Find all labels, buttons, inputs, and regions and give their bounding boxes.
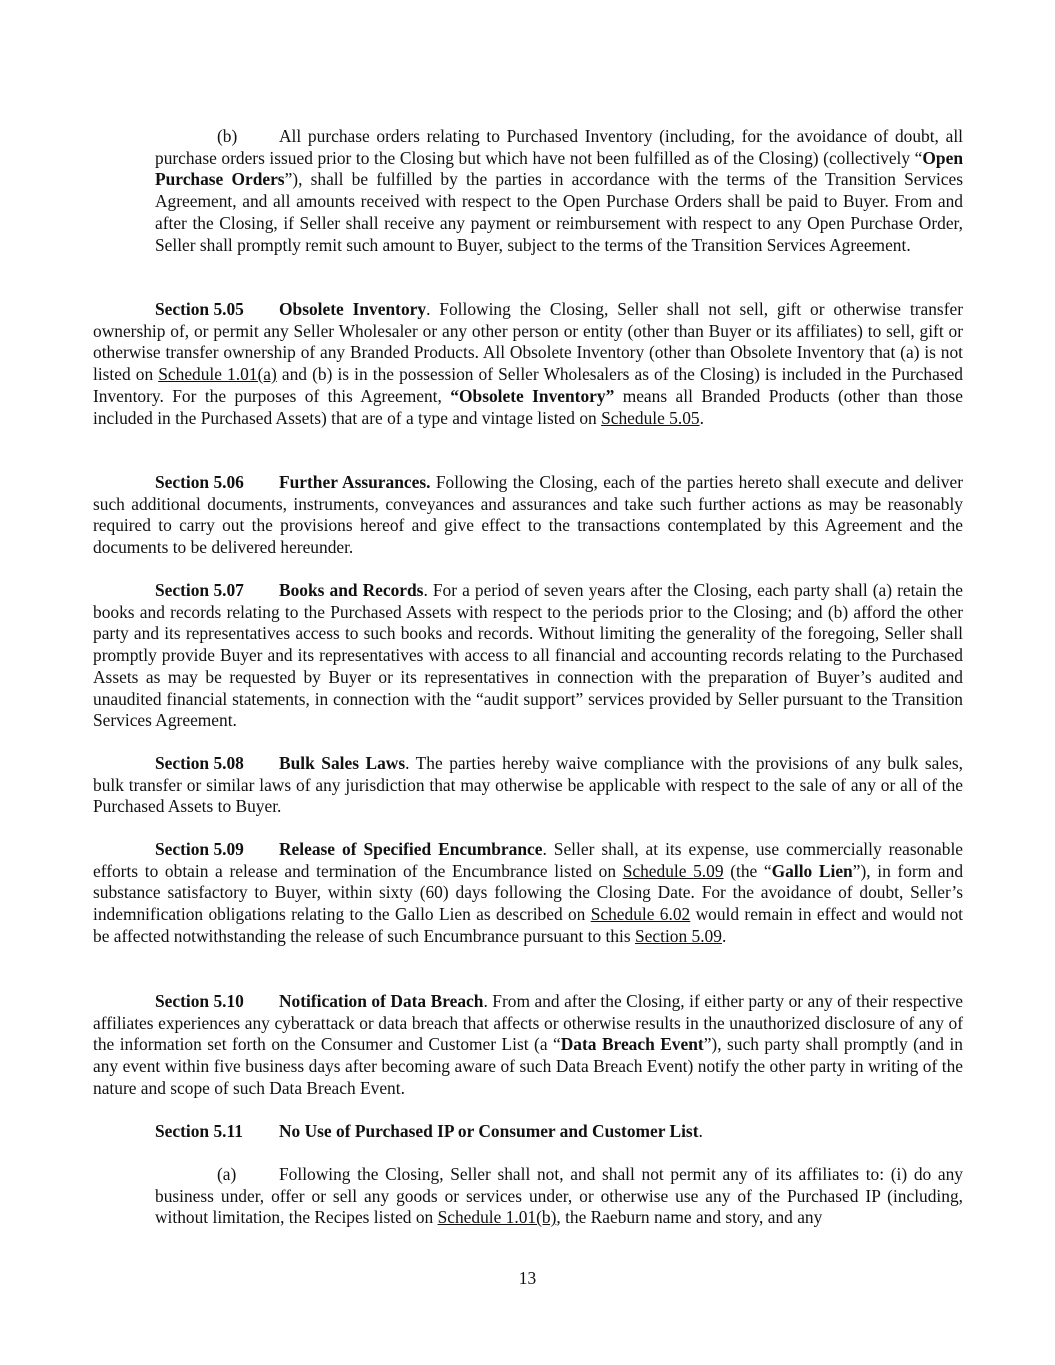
section-number: Section 5.07 [155,580,244,600]
section-title: Further Assurances. [279,472,431,492]
section-title: Obsolete Inventory [279,299,427,319]
defined-term: “Obsolete Inventory” [450,385,615,406]
defined-term: Open Purchase Orders [155,147,963,190]
section-5-05: Section 5.05 Obsolete Inventory. Following the Closing, Seller shall not sell, gift or otherwise transfer ownership of, or permit any Seller Wholesaler or any other person or entity (other than Buyer or its affiliates) to sell, gift or otherwise transfer ownership of any Branded Products. All Obsolete Inventory (other than Obsolete Inventory that (a) is not listed on Schedule 1.01(a) and (b) is in the possession of Seller Wholesalers as of the Closing) is included in the Purchased Inventory. For the purposes of this Agreement, “Obsolete Inventory” means all Branded Products (other than those included in the Purchased Assets) that are of a type and vintage listed on Schedule 5.05. [93,299,964,428]
section-reference: Section 5.09 [635,925,722,946]
subsection-number: (b) [217,126,238,146]
defined-term: Gallo Lien [771,860,853,881]
schedule-reference: Schedule 5.09 [622,860,724,881]
section-number: Section 5.09 [155,839,244,859]
section-title: Release of Specified Encumbrance [279,839,543,859]
section-5-08: Section 5.08 Bulk Sales Laws. The parties hereby waive compliance with the provisions of any bulk sales, bulk transfer or similar laws of any jurisdiction that may otherwise be applicable with respect to the sale of any or all of the Purchased Assets to Buyer. [93,753,964,817]
section-number: Section 5.05 [155,299,244,319]
section-number: Section 5.08 [155,753,244,773]
section-number: Section 5.06 [155,472,244,492]
section-5-09: Section 5.09 Release of Specified Encumbrance. Seller shall, at its expense, use commercially reasonable efforts to obtain a release and termination of the Encumbrance listed on Schedule 5.09 (the “Gallo Lien”), in form and substance satisfactory to Buyer, within sixty (60) days following the Closing Date. For the avoidance of doubt, Seller’s indemnification obligations relating to the Gallo Lien as described on Schedule 6.02 would remain in effect and would not be affected notwithstanding the release of such Encumbrance pursuant to this Section 5.09. [93,839,964,946]
paragraph-5-04-b: (b) All purchase orders relating to Purchased Inventory (including, for the avoidance of doubt, all purchase orders issued prior to the Closing but which have not been fulfilled as of the Closing) (collectively “Open Purchase Orders”), shall be fulfilled by the parties in accordance with the terms of the Transition Services Agreement, and all amounts received with respect to the Open Purchase Orders shall be paid to Buyer. From and after the Closing, if Seller shall receive any payment or reimbursement with respect to any Open Purchase Order, Seller shall promptly remit such amount to Buyer, subject to the terms of the Transition Services Agreement. [155,126,964,255]
section-title: Notification of Data Breach [279,991,484,1011]
section-number: Section 5.11 [155,1121,243,1141]
section-5-06: Section 5.06 Further Assurances. Following the Closing, each of the parties hereto shall execute and deliver such additional documents, instruments, conveyances and assurances and take such further actions as may be reasonably required to carry out the provisions hereof and give effect to the transactions contemplated by this Agreement and the documents to be delivered hereunder. [93,472,963,558]
schedule-reference: Schedule 5.05 [601,407,700,428]
schedule-reference: Schedule 6.02 [590,904,691,925]
section-5-11: Section 5.11 No Use of Purchased IP or Consumer and Customer List. [155,1121,703,1141]
page-number: 13 [518,1268,537,1288]
section-title: Bulk Sales Laws [279,753,406,773]
subsection-number: (a) [217,1164,237,1184]
paragraph-5-11-a: (a) Following the Closing, Seller shall not, and shall not permit any of its affiliates to: (i) do any business under, offer or sell any goods or services under, or otherwise use any of the Purchased IP (including, without limitation, the Recipes listed on Schedule 1.01(b), the Raeburn name and story, and any [155,1164,963,1228]
section-title: No Use of Purchased IP or Consumer and Customer List [279,1121,699,1141]
section-5-10: Section 5.10 Notification of Data Breach. From and after the Closing, if either party or any of their respective affiliates experiences any cyberattack or data breach that affects or otherwise results in the unauthorized disclosure of any of the information set forth on the Consumer and Customer List (a “Data Breach Event”), such party shall promptly (and in any event within five business days after becoming aware of such Data Breach Event) notify the other party in writing of the nature and scope of such Data Breach Event. [93,991,963,1098]
schedule-reference: Schedule 1.01(b) [437,1207,557,1228]
defined-term: Data Breach Event [560,1034,704,1055]
schedule-reference: Schedule 1.01(a) [158,364,277,385]
section-number: Section 5.10 [155,991,244,1011]
section-5-07: Section 5.07 Books and Records. For a period of seven years after the Closing, each party shall (a) retain the books and records relating to the Purchased Assets with respect to the periods prior to the Closing; and (b) afford the other party and its representatives access to such books and records. Without limiting the generality of the foregoing, Seller shall promptly provide Buyer and its representatives with access to all financial and accounting records relating to the Purchased Assets as may be requested by Buyer or its representatives in connection with the preparation of Buyer’s audited and unaudited financial statements, in connection with the “audit support” services provided by Seller pursuant to the Transition Services Agreement. [93,580,963,731]
section-title: Books and Records [279,580,424,600]
